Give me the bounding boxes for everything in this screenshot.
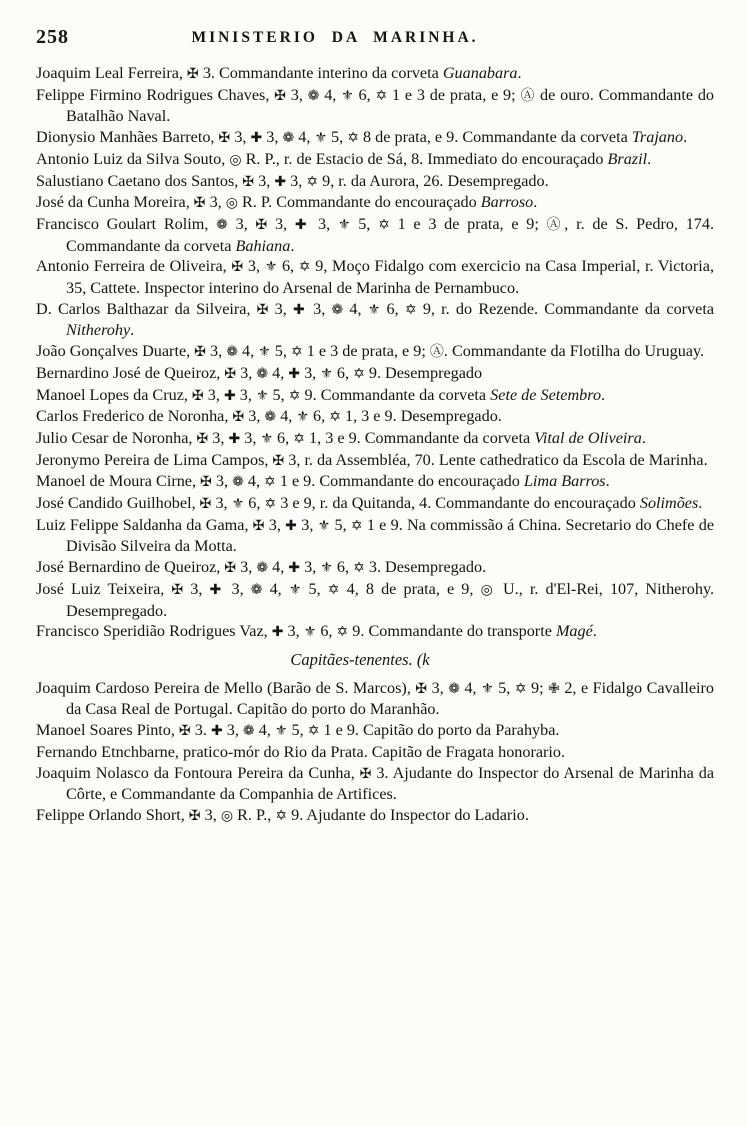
order-badge-icon: ⚜	[341, 87, 354, 104]
rosette-icon: ❁	[250, 581, 263, 598]
entry-text: 3,	[236, 558, 257, 577]
entry-text: .	[533, 193, 538, 212]
rosette-icon: ❁	[226, 344, 238, 361]
entry-text: Francisco Speridião Rodrigues Vaz,	[36, 622, 272, 641]
entry-text: 1 e 9. Commandante do encouraçado	[275, 472, 524, 491]
order-badge-icon: ⚜	[317, 517, 331, 534]
six-pointed-star-icon: ✡	[264, 496, 277, 513]
entry-text: 3,	[300, 558, 321, 577]
entry-text: 3,	[235, 385, 256, 404]
order-badge-icon: ⚜	[314, 130, 327, 147]
entry-text: D. Carlos Balthazar da Silveira,	[36, 299, 257, 318]
order-badge-icon: ⚜	[320, 365, 333, 382]
entry-text: 4,	[319, 85, 342, 104]
entry-text: 1 e 3 de prata, e 9;	[302, 342, 430, 361]
entry-text: 9, Moço Fidalgo com exercicio na Casa Imperial, r. Victoria, 35, Cattete. Inspector interino do Arsenal de Marinha de Pernambuco.	[66, 257, 715, 298]
entry-text: Antonio Luiz da Silva Souto,	[36, 149, 230, 168]
six-pointed-star-icon: ✡	[290, 344, 303, 361]
cross-pattee-icon: ✚	[288, 560, 301, 577]
page-title: MINISTERIO DA MARINHA.	[191, 29, 479, 46]
cross-fleury-icon: ✠	[272, 452, 285, 469]
page-header	[36, 26, 714, 54]
entry-text: 1, 3 e 9. Desempregado.	[340, 407, 502, 426]
order-badge-icon: ⚜	[337, 216, 351, 233]
officer-entry	[36, 805, 714, 827]
outline-cross-icon: ✙	[548, 680, 560, 697]
entry-text: 5,	[493, 678, 515, 697]
rosette-icon: ❁	[256, 365, 269, 382]
rosette-icon: ❁	[264, 409, 277, 426]
rosette-icon: ❁	[282, 130, 295, 147]
officer-entry	[36, 363, 714, 385]
entry-text: 6,	[244, 494, 265, 513]
order-badge-icon: ⚜	[274, 723, 288, 740]
entry-text: 4,	[459, 678, 482, 697]
order-badge-icon: ⚜	[296, 409, 309, 426]
entry-text: 3,	[205, 193, 226, 212]
order-badge-icon: ⚜	[260, 430, 273, 447]
entry-text: 3. Commandante interino da corveta	[198, 64, 443, 82]
cross-fleury-icon: ✠	[224, 560, 237, 577]
order-badge-icon: ⚜	[288, 581, 302, 598]
ship-name: Brazil	[607, 149, 648, 168]
entry-text: U., r. d'El-Rei, 107, Nitherohy. Desempregado.	[66, 579, 715, 620]
entry-text: 9. Commandante do transporte	[348, 622, 556, 641]
entry-text: 3,	[240, 428, 261, 447]
cross-fleury-icon: ✠	[187, 66, 199, 82]
cross-fleury-icon: ✠	[224, 365, 237, 382]
page-number: 258	[36, 26, 69, 48]
officer-entry	[36, 471, 714, 493]
entry-text: .	[641, 428, 646, 447]
entry-text: Manoel Soares Pinto,	[36, 721, 179, 740]
order-badge-icon: ⚜	[255, 387, 269, 404]
entry-text: 3,	[264, 515, 286, 534]
order-badge-icon: ⚜	[320, 560, 333, 577]
circled-a-icon: Ⓐ	[520, 87, 536, 104]
entry-text: Dionysio Manhães Barreto,	[36, 128, 219, 147]
entry-text: 4,	[262, 579, 289, 598]
ship-name: Guanabara	[442, 64, 518, 82]
officer-entry	[36, 149, 714, 171]
entry-text: 9;	[526, 678, 549, 697]
six-pointed-star-icon: ✡	[514, 680, 527, 697]
entry-text: .	[592, 622, 597, 641]
entry-text: 9. Desempregado	[364, 363, 483, 382]
cross-fleury-icon: ✠	[218, 130, 231, 147]
entry-text: .	[517, 64, 522, 82]
cross-fleury-icon: ✠	[193, 195, 206, 212]
six-pointed-star-icon: ✡	[327, 581, 340, 598]
cross-fleury-icon: ✠	[200, 474, 212, 491]
entry-text: Fernando Etnchbarne, pratico-mór do Rio da Prata. Capitão de Fragata honorario.	[36, 742, 566, 761]
entry-text: .	[698, 494, 703, 513]
cross-fleury-icon: ✠	[199, 496, 212, 513]
cross-fleury-icon: ✠	[231, 259, 244, 276]
cross-fleury-icon: ✠	[171, 581, 184, 598]
order-badge-icon: ⚜	[231, 496, 245, 513]
ship-name: Nitherohy	[66, 321, 131, 340]
entry-text: 2, e Fidalgo Cavalleiro da Casa Real de Portugal. Capitão do porto do Maranhão.	[66, 678, 715, 719]
six-pointed-star-icon: ✡	[347, 130, 359, 147]
entry-text: 3,	[208, 428, 229, 447]
entry-text: 4,	[254, 721, 275, 740]
entry-text: 3,	[286, 171, 307, 190]
entry-text: 8 de prata, e 9. Commandante da corveta	[358, 128, 632, 147]
entry-text: 3,	[285, 85, 308, 104]
entry-text: .	[683, 128, 688, 147]
six-pointed-star-icon: ✡	[404, 301, 417, 318]
cross-fleury-icon: ✠	[232, 409, 245, 426]
officer-entry	[36, 720, 714, 742]
cross-fleury-icon: ✠	[188, 807, 201, 824]
entry-text: 3,	[211, 472, 233, 491]
entry-text: 3,	[222, 721, 243, 740]
officer-entry	[36, 406, 714, 428]
officer-entry	[36, 493, 714, 515]
cross-pattee-icon: ✚	[223, 387, 236, 404]
six-pointed-star-icon: ✡	[306, 173, 319, 190]
entry-text: .	[601, 385, 606, 404]
officer-entry	[36, 557, 714, 579]
entry-text: Joaquim Leal Ferreira,	[36, 64, 188, 82]
circled-a-icon: Ⓐ	[429, 344, 444, 361]
cross-pattee-icon: ✚	[210, 723, 223, 740]
cross-pattee-icon: ✚	[271, 624, 284, 641]
entry-text: Francisco Goulart Rolim,	[36, 214, 217, 233]
rosette-icon: ❁	[256, 560, 269, 577]
entry-text: 5,	[287, 721, 308, 740]
officer-list-capitaes-de-fragata	[36, 63, 714, 643]
entry-text: Salustiano Caetano dos Santos,	[36, 171, 243, 190]
cross-pattee-icon: ✚	[288, 365, 301, 382]
entry-text: 6,	[353, 85, 376, 104]
entry-text: Julio Cesar de Noronha,	[36, 428, 197, 447]
entry-text: 3,	[310, 214, 338, 233]
entry-text: 3,	[244, 407, 265, 426]
circled-a-icon: Ⓐ	[546, 216, 565, 233]
cross-fleury-icon: ✠	[415, 680, 428, 697]
entry-text: 5,	[301, 579, 328, 598]
entry-text: , r. de S. Pedro, 174. Commandante da corveta	[66, 214, 715, 255]
entry-text: 6,	[332, 558, 354, 577]
entry-text: .	[647, 149, 652, 168]
entry-text: Felippe Orlando Short,	[36, 805, 189, 824]
six-pointed-star-icon: ✡	[293, 430, 305, 447]
entry-text: 3,	[200, 805, 221, 824]
ship-name: Magé	[555, 622, 593, 641]
medal-circle-icon: ◎	[229, 151, 242, 168]
entry-text: 9. Ajudante do Inspector do Ladario.	[287, 805, 529, 824]
cross-fleury-icon: ✠	[359, 765, 372, 782]
entry-text: 4,	[276, 407, 297, 426]
officer-entry	[36, 763, 714, 805]
ship-name: Barroso	[480, 193, 534, 212]
six-pointed-star-icon: ✡	[298, 259, 311, 276]
entry-text: 3,	[300, 363, 321, 382]
section-heading-capitaes-tenentes: Capitães-tenentes. (k	[290, 649, 430, 669]
entry-text: José Bernardino de Queiroz,	[36, 558, 225, 577]
cross-pattee-icon: ✚	[209, 581, 225, 598]
entry-text: Manoel de Moura Cirne,	[36, 472, 201, 491]
ship-name: Vital de Oliveira	[534, 428, 642, 447]
six-pointed-star-icon: ✡	[329, 409, 341, 426]
entry-text: 4,	[268, 558, 289, 577]
cross-pattee-icon: ✚	[274, 173, 287, 190]
officer-entry	[36, 385, 714, 407]
entry-text: José da Cunha Moreira,	[36, 193, 194, 212]
cross-fleury-icon: ✠	[192, 387, 204, 404]
officer-list-capitaes-tenentes	[36, 678, 714, 827]
order-badge-icon: ⚜	[367, 301, 381, 318]
order-badge-icon: ⚜	[258, 344, 271, 361]
entry-text: 1 e 9. Na commissão á China. Secretario do Chefe de Divisão Silveira da Motta.	[66, 515, 715, 556]
entry-text: 3,	[268, 299, 294, 318]
entry-text: 4, 8 de prata, e 9,	[339, 579, 481, 598]
entry-text: 3,	[262, 128, 283, 147]
ship-name: Sete de Setembro	[490, 385, 602, 404]
entry-text: 3,	[236, 363, 257, 382]
cross-pattee-icon: ✚	[285, 517, 298, 534]
six-pointed-star-icon: ✡	[353, 560, 365, 577]
entry-text: 9, r. da Aurora, 26. Desempregado.	[318, 171, 549, 190]
entry-text: R. P.,	[233, 805, 276, 824]
six-pointed-star-icon: ✡	[264, 474, 276, 491]
entry-text: 3 e 9, r. da Quitanda, 4. Commandante do encouraçado	[276, 494, 640, 513]
officer-entry	[36, 678, 714, 720]
six-pointed-star-icon: ✡	[336, 624, 349, 641]
rosette-icon: ❁	[216, 216, 228, 233]
officer-entry	[36, 428, 714, 450]
entry-text: 4,	[243, 472, 265, 491]
rosette-icon: ❁	[331, 301, 344, 318]
cross-fleury-icon: ✠	[256, 301, 269, 318]
cross-fleury-icon: ✠	[255, 216, 268, 233]
entry-text: 1, 3 e 9. Commandante da corveta	[304, 428, 535, 447]
entry-text: . Commandante da Flotilha do Uruguay.	[443, 342, 705, 361]
entry-text: 3,	[427, 678, 449, 697]
rosette-icon: ❁	[242, 723, 255, 740]
entry-text: Joaquim Cardoso Pereira de Mello (Barão de S. Marcos),	[36, 678, 416, 697]
entry-text: 9. Commandante da corveta	[300, 385, 491, 404]
entry-text: 3,	[267, 214, 295, 233]
officer-entry	[36, 299, 714, 341]
entry-text: 3,	[283, 622, 304, 641]
entry-text: de ouro. Commandante do Batalhão Naval.	[66, 85, 715, 126]
entry-text: .	[290, 236, 295, 255]
cross-pattee-icon: ✚	[293, 301, 307, 318]
officer-entry	[36, 341, 714, 363]
entry-text: Luiz Felippe Saldanha da Gama,	[36, 515, 253, 534]
entry-text: Joaquim Nolasco da Fontoura Pereira da Cunha,	[36, 763, 360, 782]
entry-text: 6,	[273, 428, 294, 447]
medal-circle-icon: ◎	[480, 581, 496, 598]
ship-name: Trajano	[631, 128, 684, 147]
entry-text: R. P. Commandante do encouraçado	[237, 193, 481, 212]
officer-entry	[36, 171, 714, 193]
entry-text: R. P., r. de Estacio de Sá, 8. Immediato do encouraçado	[241, 149, 608, 168]
entry-text: 1 e 9. Capitão do porto da Parahyba.	[319, 721, 560, 740]
entry-text: José Luiz Teixeira,	[36, 579, 172, 598]
entry-text: José Candido Guilhobel,	[36, 494, 200, 513]
entry-text: João Gonçalves Duarte,	[36, 342, 195, 361]
entry-text: 4,	[294, 128, 315, 147]
entry-text: 5,	[350, 214, 379, 233]
entry-text: Felippe Firmino Rodrigues Chaves,	[36, 85, 275, 104]
entry-text: 4,	[268, 363, 289, 382]
six-pointed-star-icon: ✡	[275, 807, 288, 824]
six-pointed-star-icon: ✡	[307, 723, 320, 740]
entry-text: 5,	[327, 128, 348, 147]
officer-entry	[36, 214, 714, 256]
order-badge-icon: ⚜	[481, 680, 494, 697]
six-pointed-star-icon: ✡	[378, 216, 390, 233]
six-pointed-star-icon: ✡	[350, 517, 363, 534]
entry-text: 3,	[306, 299, 332, 318]
rosette-icon: ❁	[232, 474, 244, 491]
entry-text: 6,	[316, 622, 337, 641]
entry-text: 3,	[203, 385, 224, 404]
medal-circle-icon: ◎	[220, 807, 234, 824]
entry-text: 6,	[308, 407, 330, 426]
entry-text: 3. Desempregado.	[364, 558, 487, 577]
entry-text: .	[130, 321, 135, 340]
officer-entry	[36, 85, 714, 127]
entry-text: 9, r. do Rezende. Commandante da corveta	[416, 299, 715, 318]
entry-text: Antonio Ferreira de Oliveira,	[36, 257, 232, 276]
officer-entry	[36, 63, 714, 85]
cross-fleury-icon: ✠	[178, 723, 191, 740]
officer-entry	[36, 127, 714, 149]
ship-name: Solimões	[639, 494, 699, 513]
officer-entry	[36, 742, 714, 763]
entry-text: Carlos Frederico de Noronha,	[36, 407, 233, 426]
entry-text: 3. Ajudante do Inspector do Arsenal de Marinha da Côrte, e Commandante da Companhia de Artifices.	[66, 763, 715, 804]
entry-text: Bernardino José de Queiroz,	[36, 363, 225, 382]
order-badge-icon: ⚜	[264, 259, 278, 276]
officer-entry	[36, 450, 714, 472]
entry-text: 3,	[211, 494, 232, 513]
cross-fleury-icon: ✠	[194, 344, 206, 361]
entry-text: Manoel Lopes da Cruz,	[36, 385, 192, 404]
order-badge-icon: ⚜	[303, 624, 317, 641]
six-pointed-star-icon: ✡	[353, 365, 365, 382]
entry-text: 5,	[330, 515, 351, 534]
cross-pattee-icon: ✚	[228, 430, 241, 447]
rosette-icon: ❁	[448, 680, 460, 697]
entry-text: 4,	[343, 299, 368, 318]
entry-text: 3.	[190, 721, 211, 740]
entry-text: 3,	[205, 342, 227, 361]
entry-text: 3,	[183, 579, 210, 598]
entry-text: 6,	[332, 363, 354, 382]
officer-entry	[36, 192, 714, 214]
six-pointed-star-icon: ✡	[375, 87, 388, 104]
officer-entry	[36, 621, 714, 643]
cross-fleury-icon: ✠	[274, 87, 286, 104]
officer-entry	[36, 515, 714, 557]
entry-text: 6,	[277, 257, 299, 276]
entry-text: 3,	[243, 257, 265, 276]
officer-entry	[36, 256, 714, 298]
cross-fleury-icon: ✠	[242, 173, 255, 190]
entry-text: 1 e 3 de prata, e 9;	[389, 214, 547, 233]
six-pointed-star-icon: ✡	[288, 387, 301, 404]
entry-text: 1 e 3 de prata, e 9;	[387, 85, 521, 104]
medal-circle-icon: ◎	[225, 195, 238, 212]
officer-entry	[36, 579, 714, 621]
entry-text: 3,	[230, 128, 251, 147]
entry-text: 3,	[254, 171, 275, 190]
entry-text: 5,	[270, 342, 291, 361]
entry-text: 3,	[227, 214, 256, 233]
entry-text: 6,	[380, 299, 405, 318]
ship-name: Bahiana	[235, 236, 291, 255]
cross-fleury-icon: ✠	[252, 517, 265, 534]
entry-text: 3,	[297, 515, 318, 534]
entry-text: 5,	[268, 385, 289, 404]
entry-text: 4,	[237, 342, 259, 361]
entry-text: .	[605, 472, 610, 491]
rosette-icon: ❁	[307, 87, 320, 104]
entry-text: Jeronymo Pereira de Lima Campos,	[36, 450, 273, 469]
cross-pattee-icon: ✚	[250, 130, 263, 147]
cross-fleury-icon: ✠	[196, 430, 209, 447]
entry-text: 3, r. da Assembléa, 70. Lente cathedratico da Escola de Marinha.	[284, 450, 708, 469]
entry-text: 3,	[224, 579, 251, 598]
ship-name: Lima Barros	[523, 472, 606, 491]
cross-pattee-icon: ✚	[294, 216, 311, 233]
